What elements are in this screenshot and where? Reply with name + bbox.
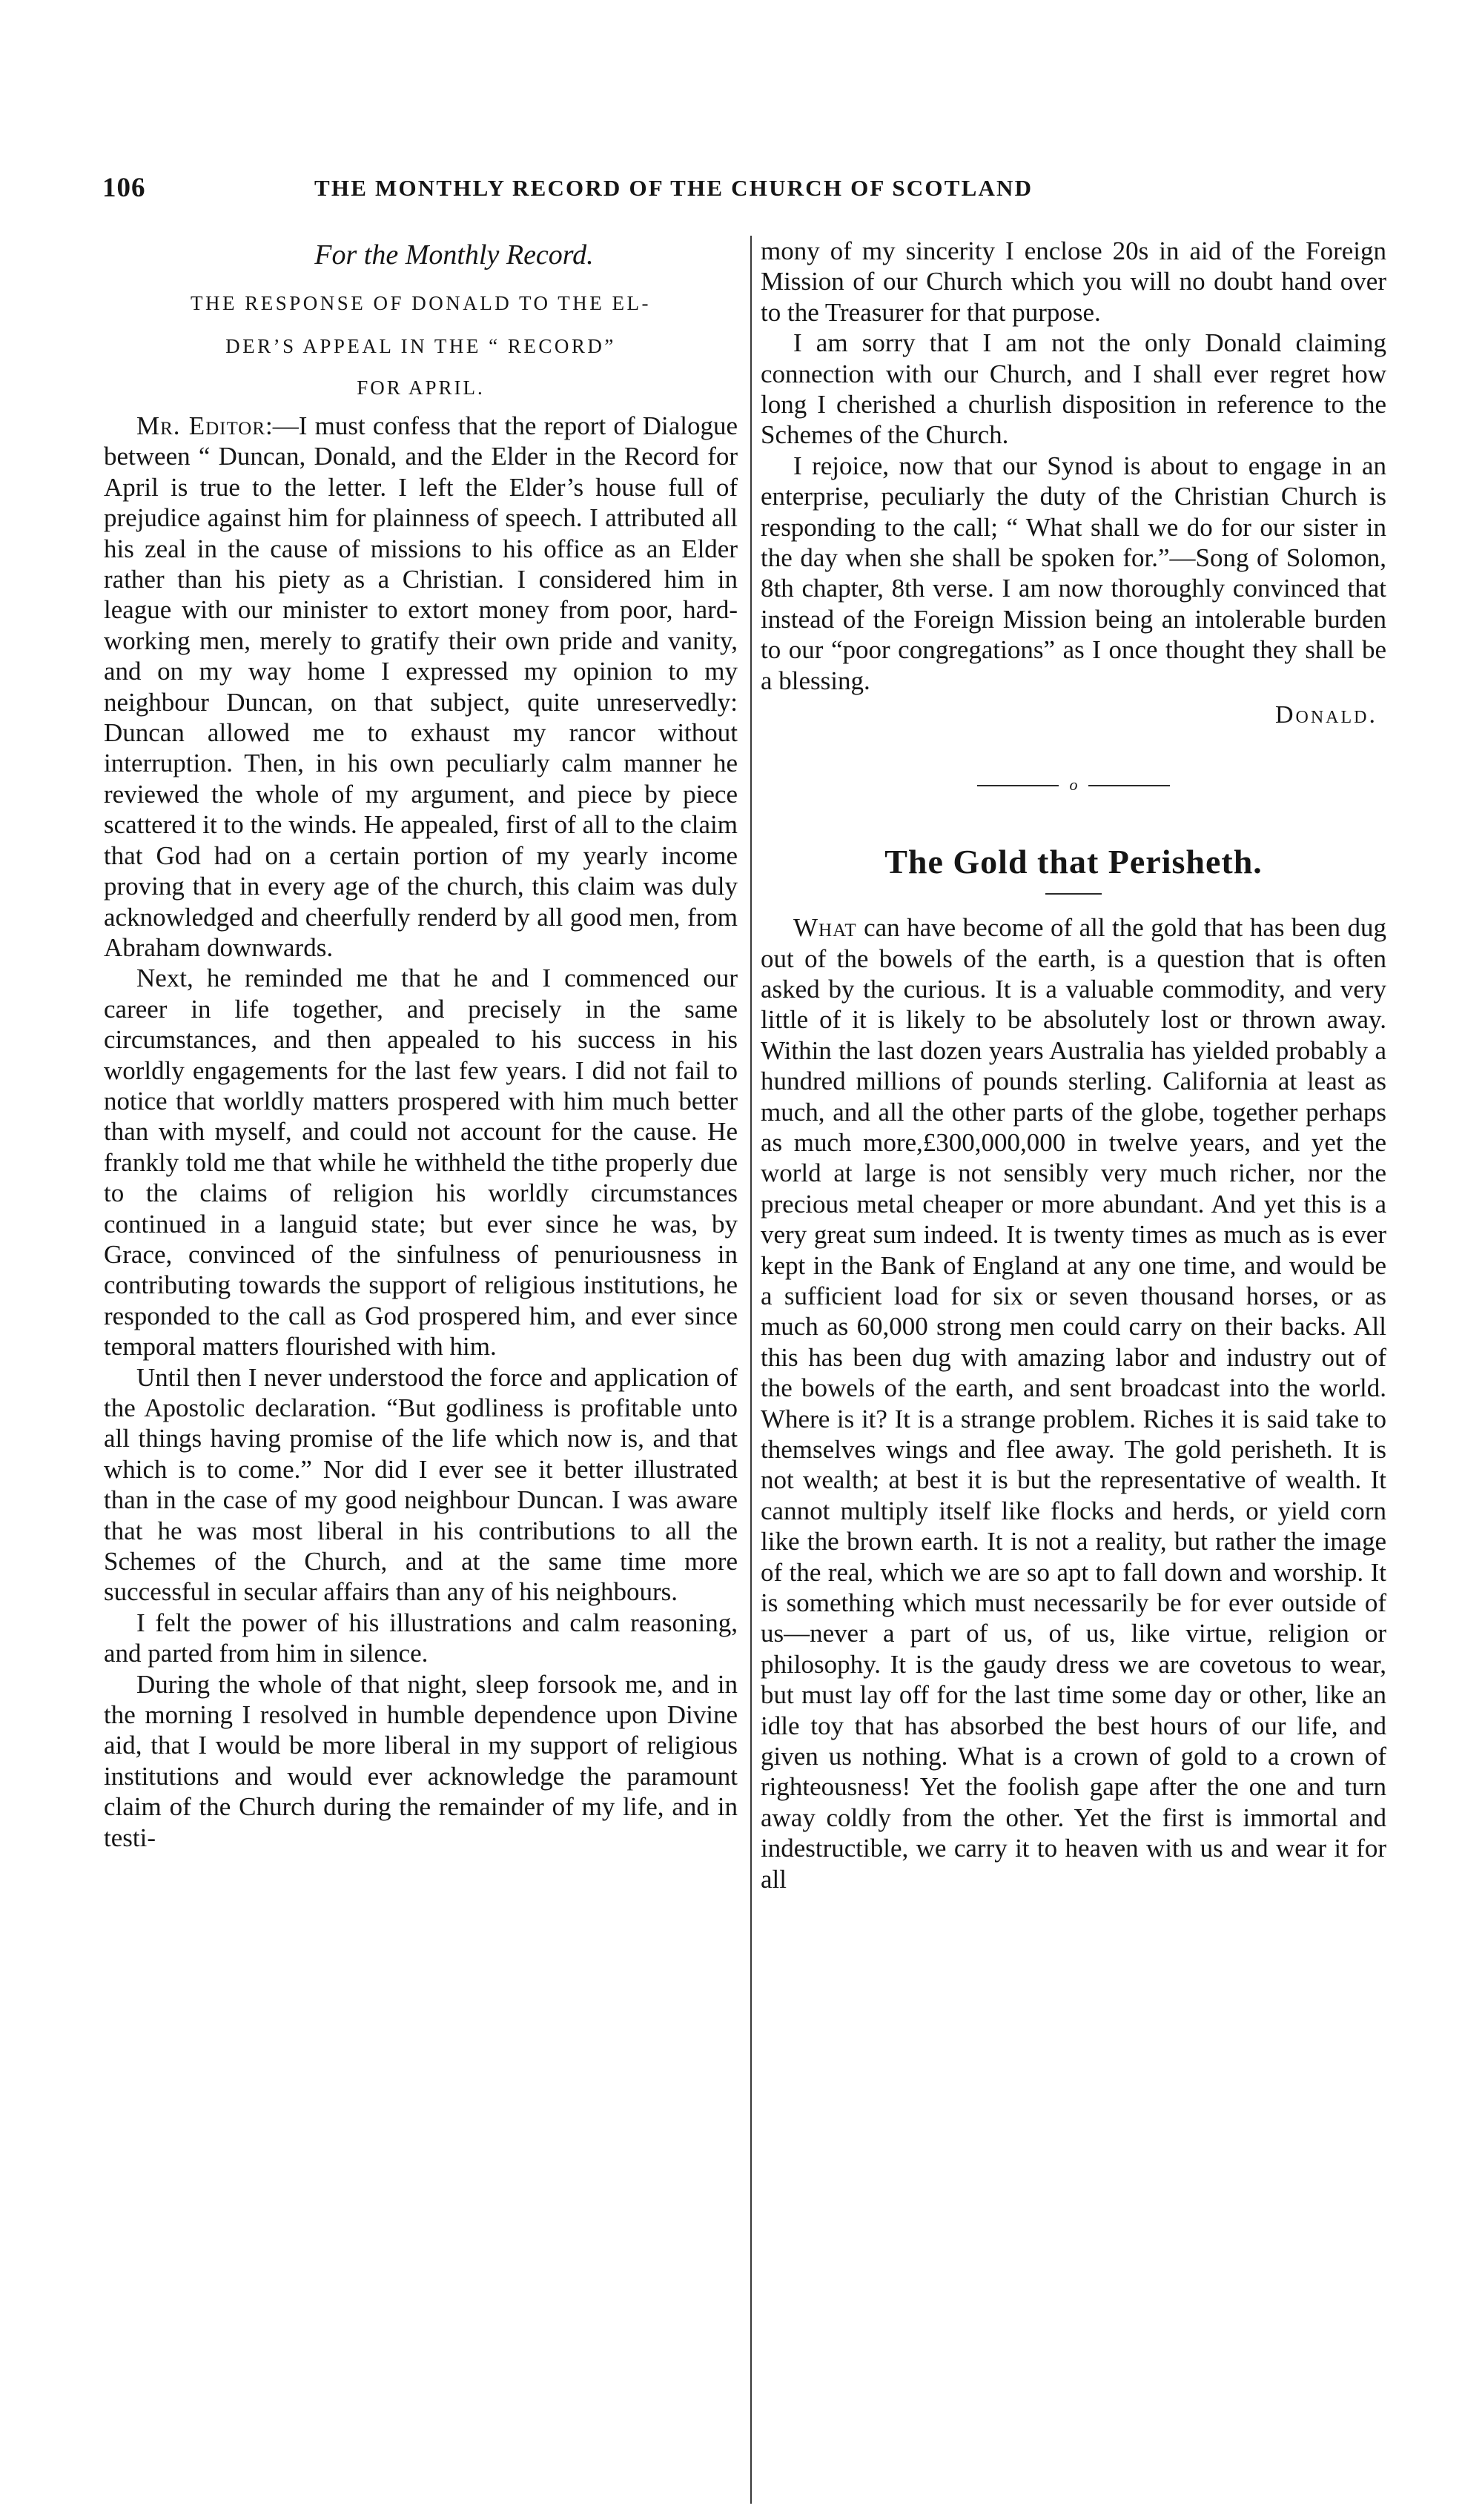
salutation: Mr. Editor (136, 411, 266, 440)
signature: Donald. (1274, 701, 1377, 729)
page-number: 106 (102, 173, 146, 203)
article-title-line-2: DER’S APPEAL IN THE “ RECORD” (225, 335, 616, 357)
article-paragraph (761, 912, 1386, 1894)
article-paragraph (104, 411, 738, 963)
column-divider (750, 236, 752, 2504)
article-paragraph: I felt the power of his illustrations and calm reasoning, and parted from him in silence. (104, 1608, 738, 1668)
article-title-line-1: THE RESPONSE OF DONALD TO THE EL- (190, 292, 651, 314)
right-column (761, 236, 1386, 1894)
article-paragraph: I am sorry that I am not the only Donald claiming connection with our Church, and I shall ever regret how long I cherished a churlish disposition in reference to the Schemes of the Church. (761, 328, 1386, 450)
ornament-mark: o (1069, 775, 1078, 795)
left-column (104, 236, 738, 1853)
section-ornament (970, 775, 1177, 795)
title-rule (1045, 893, 1102, 895)
article-paragraph: Next, he reminded me that he and I commenced our career in life together, and precisely in the same circumstances, and then appealed to his success in his worldly engagements for the last few years. I did not fail to notice that worldly matters prospered with him much better than with myself, and could not account for the cause. He frankly told me that while he withheld the tithe properly due to the claims of religion his worldly circumstances continued in a languid state; but ever since he was, by Grace, convinced of the sinfulness of penuriousness in contributing towards the support of religious institutions, he responded to the call as God prospered him, and ever since temporal matters flourished with him. (104, 964, 738, 1362)
opening-word: What (793, 913, 857, 943)
article-paragraph: During the whole of that night, sleep forsook me, and in the morning I resolved in humble dependence upon Divine aid, that I would be more liberal in my support of religious institutions and would ever acknowledge the paramount claim of the Church during the remainder of my life, and in testi- (104, 1669, 738, 1852)
article-source-line: For the Monthly Record. (314, 239, 594, 271)
article-title-line-3: FOR APRIL. (357, 377, 485, 399)
ornament-rule-right (1088, 785, 1170, 786)
paragraph-text: :—I must confess that the report of Dialogue between “ Duncan, Donald, and the Elder in the Record for April is true to the letter. I left the Elder’s house full of prejudice against him for plainness of speech. I attributed all his zeal in the cause of missions to his office as an Elder rather than his piety as a Christian. I considered him in league with our minister to extort money from poor, hard-working men, merely to gratify their own pride and vanity, and on my way home I expressed my opinion to my neighbour Duncan, on that subject, quite unreservedly: Duncan allowed me to exhaust my rancor without interruption. Then, in his own peculiarly calm manner he reviewed the whole of my argument, and piece by piece scattered it to the winds. He appealed, first of all to the claim that God had on a certain portion of my yearly income proving that in every age of the church, this claim was duly acknowledged and cheerfully renderd by all good men, from Abraham downwards. (104, 411, 738, 962)
article-2-title: The Gold that Perisheth. (884, 843, 1263, 881)
journal-title: THE MONTHLY RECORD OF THE CHURCH OF SCOTLAND (314, 175, 1033, 201)
paragraph-text: can have become of all the gold that has been dug out of the bowels of the earth, is a question that is often asked by the curious. It is a valuable commodity, and very little of it is likely to be absolutely lost or thrown away. Within the last dozen years Australia has yielded probably a hundred millions of pounds sterling. California at least as much, and all the other parts of the globe, together perhaps as much more,£300,000,000 in twelve years, and yet the world at large is not sensibly very much richer, nor the precious metal cheaper or more abundant. And yet this is a very great sum indeed. It is twenty times as much as is ever kept in the Bank of England at any one time, and would be a sufficient load for six or seven thousand horses, or as much as 60,000 strong men could carry on their backs. All this has been dug with amazing labor and industry out of the bowels of the earth, and sent broadcast into the world. Where is it? It is a strange problem. Riches it is said take to themselves wings and flee away. The gold perisheth. It is not wealth; at best it is but the representative of wealth. It cannot multiply itself like flocks and herds, or yield corn like the brown earth. It is not a reality, but rather the image of the real, which we are so apt to fall down and worship. It is something which must necessarily be for ever outside of us—never a part of us, of us, like virtue, religion or philosophy. It is the gaudy dress we are covetous to wear, but must lay off for the last time some day or other, like an idle toy that has absorbed the best hours of our life, and given us nothing. What is a crown of gold to a crown of righteousness! Yet the foolish gape after the one and turn away coldly from the other. Yet the first is immortal and indestructible, we carry it to heaven with us and wear it for all (761, 913, 1386, 1894)
article-paragraph: mony of my sincerity I enclose 20s in aid of the Foreign Mission of our Church which you will no doubt hand over to the Treasurer for that purpose. (761, 236, 1386, 327)
ornament-rule-left (977, 785, 1059, 786)
article-paragraph: Until then I never understood the force and application of the Apostolic declaration. “But godliness is profitable unto all things having promise of the life which now is, and that which is to come.” Nor did I ever see it better illustrated than in the case of my good neighbour Duncan. I was aware that he was most liberal in his contributions to all the Schemes of the Church, and at the same time more successful in secular affairs than any of his neighbours. (104, 1362, 738, 1607)
article-paragraph: I rejoice, now that our Synod is about to engage in an enterprise, peculiarly the duty of the Christian Church is responding to the call; “ What shall we do for our sister in the day when she shall be spoken for.”—Song of Solomon, 8th chapter, 8th verse. I am now thoroughly convinced that instead of the Foreign Mission being an intolerable burden to our “poor congregations” as I once thought they shall be a blessing. (761, 451, 1386, 695)
running-head (98, 172, 1388, 209)
